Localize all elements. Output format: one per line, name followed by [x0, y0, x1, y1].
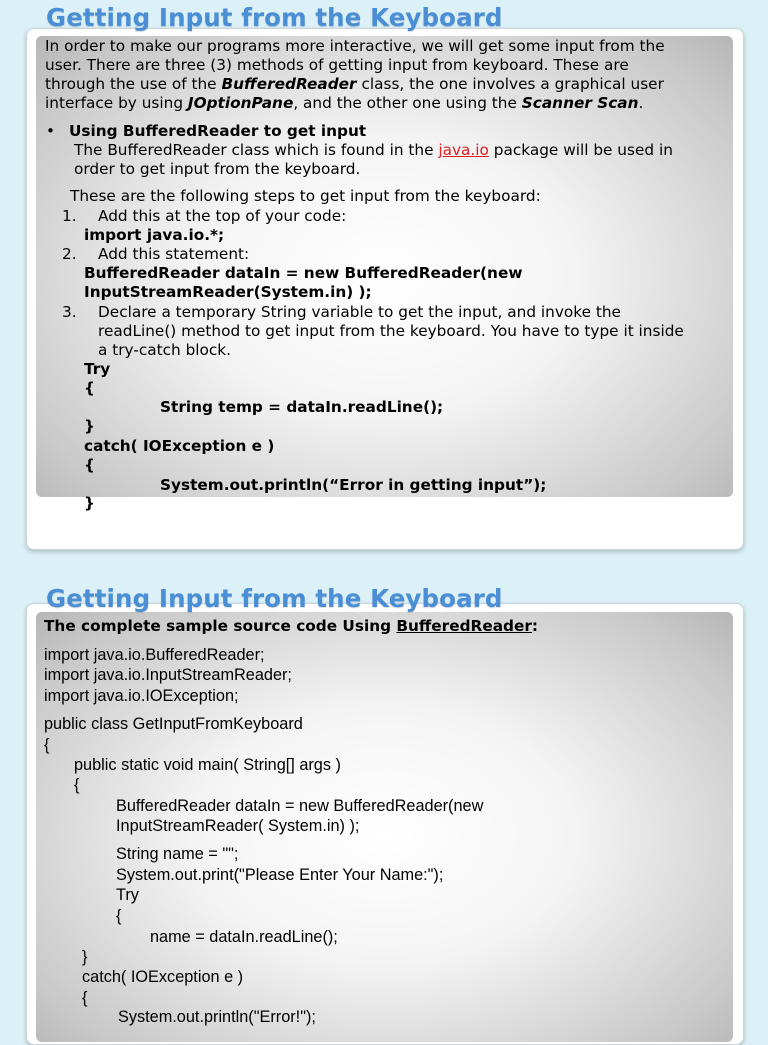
- bullet-icon: •: [46, 122, 56, 140]
- source-line: public static void main( String[] args ): [74, 756, 341, 774]
- code-line: {: [84, 379, 95, 397]
- step-number-2: 2.: [62, 245, 77, 263]
- bullet-paragraph-line-2: order to get input from the keyboard.: [74, 160, 361, 178]
- source-line: public class GetInputFromKeyboard: [44, 715, 303, 733]
- scanner-term: Scanner Scan: [521, 94, 639, 112]
- step-3-text-line-3: a try-catch block.: [98, 341, 232, 359]
- intro-line-4: [45, 94, 643, 113]
- slide-1-title: Getting Input from the Keyboard: [46, 3, 503, 32]
- code-line: }: [84, 417, 95, 435]
- heading-text: :: [531, 617, 539, 635]
- step-1-text: Add this at the top of your code:: [98, 207, 347, 225]
- bullet-text: package will be used in: [488, 141, 673, 159]
- java-io-link[interactable]: java.io: [438, 141, 489, 159]
- intro-text: interface by using: [45, 94, 188, 112]
- intro-text: , and the other one using the: [293, 94, 522, 112]
- intro-line-3: [45, 75, 664, 94]
- source-line: import java.io.IOException;: [44, 687, 239, 705]
- source-line: BufferedReader dataIn = new BufferedReader(new: [116, 797, 484, 815]
- sample-code-heading: [44, 617, 538, 636]
- step-2-code-line-1: BufferedReader dataIn = new BufferedReader(new: [84, 264, 523, 282]
- bufferedreader-term: BufferedReader: [221, 75, 357, 93]
- source-line: name = dataIn.readLine();: [150, 928, 338, 946]
- step-2-code-line-2: InputStreamReader(System.in) );: [84, 283, 372, 301]
- slide-2-title: Getting Input from the Keyboard: [46, 584, 503, 613]
- intro-text: through the use of the: [45, 75, 222, 93]
- step-2-text: Add this statement:: [98, 245, 250, 263]
- source-line: {: [44, 736, 50, 754]
- code-line: System.out.println(“Error in getting input”);: [160, 476, 547, 494]
- step-3-text-line-1: Declare a temporary String variable to get the input, and invoke the: [98, 303, 621, 321]
- intro-line-1: In order to make our programs more interactive, we will get some input from the: [45, 37, 665, 55]
- bullet-heading: Using BufferedReader to get input: [69, 122, 367, 140]
- step-number-1: 1.: [62, 207, 77, 225]
- joptionpane-term: JOptionPane: [187, 94, 294, 112]
- source-line: {: [82, 989, 88, 1007]
- code-line: String temp = dataIn.readLine();: [160, 398, 444, 416]
- bullet-paragraph-line-1: [74, 141, 673, 160]
- source-line: import java.io.BufferedReader;: [44, 646, 265, 664]
- intro-text: class, the one involves a graphical user: [356, 75, 664, 93]
- code-line: }: [84, 494, 95, 512]
- intro-line-2: user. There are three (3) methods of getting input from keyboard. These are: [45, 56, 629, 74]
- source-line: System.out.print("Please Enter Your Name:");: [116, 866, 444, 884]
- source-line: {: [116, 907, 122, 925]
- step-number-3: 3.: [62, 303, 77, 321]
- source-line: String name = "";: [116, 845, 239, 863]
- intro-text: .: [638, 94, 644, 112]
- heading-text: The complete sample source code Using: [44, 617, 397, 635]
- source-line: import java.io.InputStreamReader;: [44, 666, 292, 684]
- source-line: Try: [116, 886, 139, 904]
- source-line: {: [74, 776, 80, 794]
- steps-intro: These are the following steps to get input from the keyboard:: [70, 187, 541, 205]
- code-line: catch( IOException e ): [84, 437, 275, 455]
- step-1-code: import java.io.*;: [84, 226, 225, 244]
- step-3-text-line-2: readLine() method to get input from the keyboard. You have to type it inside: [98, 322, 684, 340]
- source-line: catch( IOException e ): [82, 968, 244, 986]
- code-line: {: [84, 456, 95, 474]
- source-line: InputStreamReader( System.in) );: [116, 817, 360, 835]
- bufferedreader-underlined: BufferedReader: [396, 617, 532, 635]
- bullet-text: The BufferedReader class which is found in the: [74, 141, 439, 159]
- code-line: Try: [84, 360, 111, 378]
- source-line: }: [82, 948, 88, 966]
- source-line: System.out.println("Error!");: [118, 1008, 316, 1026]
